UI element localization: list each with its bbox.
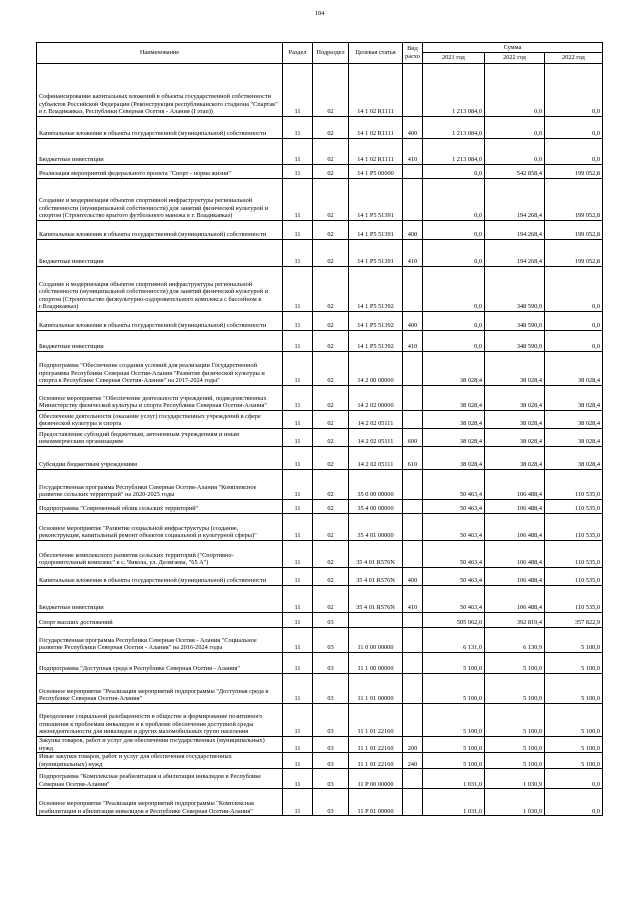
header-year-2022b: 2022 год (545, 53, 603, 64)
cell-amount-2022: 6 130,9 (485, 628, 545, 653)
cell-target: 14 2 02 05111 (349, 447, 403, 470)
table-row (37, 411, 603, 429)
cell-amount-2022b: 0,0 (545, 139, 603, 165)
cell-section: 11 (283, 500, 313, 514)
cell-amount-2022: 0,0 (485, 117, 545, 139)
cell-section: 11 (283, 789, 313, 816)
cell-amount-2022: 1 030,9 (485, 789, 545, 816)
table-row (37, 165, 603, 179)
table-row (37, 267, 603, 312)
cell-target: 35 4 00 00000 (349, 500, 403, 514)
cell-amount-2022: 194 268,4 (485, 179, 545, 221)
cell-amount-2021: 38 028,4 (423, 447, 485, 470)
cell-subsection: 02 (313, 411, 349, 429)
cell-amount-2022: 1 030,9 (485, 769, 545, 789)
cell-subsection: 03 (313, 737, 349, 753)
cell-amount-2022b: 5 100,0 (545, 704, 603, 737)
cell-amount-2022: 5 100,0 (485, 704, 545, 737)
cell-name: Бюджетные инвестиции (37, 139, 283, 165)
cell-target: 11 1 01 22160 (349, 737, 403, 753)
cell-amount-2022: 0,0 (485, 139, 545, 165)
cell-subsection: 02 (313, 240, 349, 267)
cell-section: 11 (283, 704, 313, 737)
cell-expense-type (403, 674, 423, 704)
cell-subsection: 03 (313, 613, 349, 628)
cell-subsection: 02 (313, 165, 349, 179)
cell-amount-2022: 106 488,4 (485, 500, 545, 514)
cell-amount-2021: 1 031,0 (423, 769, 485, 789)
table-row (37, 586, 603, 613)
cell-expense-type (403, 769, 423, 789)
table-row (37, 386, 603, 411)
cell-name: Реализация мероприятий федерального проекта "Спорт - норма жизни" (37, 165, 283, 179)
table-row (37, 653, 603, 674)
cell-amount-2022b: 199 052,8 (545, 240, 603, 267)
cell-amount-2021: 5 100,0 (423, 753, 485, 769)
cell-amount-2022: 0,0 (485, 64, 545, 117)
cell-amount-2021: 50 463,4 (423, 514, 485, 541)
cell-section: 11 (283, 628, 313, 653)
cell-target: 14 1 02 R1111 (349, 139, 403, 165)
cell-target: 14 1 02 R1111 (349, 117, 403, 139)
cell-target: 35 4 01 R576N (349, 541, 403, 568)
budget-table (36, 42, 603, 816)
table-row (37, 753, 603, 769)
cell-section: 11 (283, 386, 313, 411)
table-row (37, 331, 603, 352)
page-number: 194 (314, 10, 325, 17)
cell-amount-2022b: 199 052,8 (545, 165, 603, 179)
header-target: Целевая статья (349, 43, 403, 64)
header-subsection: Подраздел (313, 43, 349, 64)
cell-amount-2021: 1 213 084,0 (423, 117, 485, 139)
cell-section: 11 (283, 753, 313, 769)
cell-expense-type: 200 (403, 737, 423, 753)
cell-expense-type: 410 (403, 240, 423, 267)
cell-section: 11 (283, 613, 313, 628)
cell-amount-2022b: 5 100,0 (545, 737, 603, 753)
cell-expense-type (403, 267, 423, 312)
cell-subsection: 02 (313, 568, 349, 586)
cell-subsection: 03 (313, 628, 349, 653)
cell-section: 11 (283, 541, 313, 568)
cell-amount-2021: 505 062,0 (423, 613, 485, 628)
cell-amount-2022: 38 028,4 (485, 352, 545, 386)
cell-name: Создание и модернизация объектов спортивной инфраструктуры региональной собственности (муниципальной собственности) для занятий физической культурой и спортом (Строительство физкультурно-оздоровительного комплекса с бассейном в г.Владикавказ) (37, 267, 283, 312)
cell-amount-2022b: 199 052,8 (545, 221, 603, 240)
cell-amount-2022: 106 488,4 (485, 568, 545, 586)
header-sum: Сумма (423, 43, 603, 53)
cell-name: Капитальные вложения в объекты государственной (муниципальной) собственности (37, 568, 283, 586)
cell-subsection: 03 (313, 769, 349, 789)
table-row (37, 312, 603, 331)
cell-expense-type (403, 541, 423, 568)
cell-amount-2021: 50 463,4 (423, 500, 485, 514)
cell-subsection: 02 (313, 139, 349, 165)
cell-target (349, 613, 403, 628)
cell-name: Капитальные вложения в объекты государственной (муниципальной) собственности (37, 312, 283, 331)
cell-target: 35 4 01 R576N (349, 568, 403, 586)
cell-amount-2022b: 0,0 (545, 789, 603, 816)
cell-amount-2022: 38 028,4 (485, 429, 545, 447)
cell-subsection: 02 (313, 470, 349, 500)
cell-expense-type (403, 179, 423, 221)
cell-amount-2022: 348 590,0 (485, 331, 545, 352)
cell-expense-type: 410 (403, 139, 423, 165)
cell-amount-2021: 0,0 (423, 267, 485, 312)
cell-section: 11 (283, 117, 313, 139)
cell-name: Подпрограмма "Современный облик сельских территорий" (37, 500, 283, 514)
cell-target: 14 1 P5 00000 (349, 165, 403, 179)
cell-amount-2022b: 0,0 (545, 117, 603, 139)
cell-name: Подпрограмма "Доступная среда в Республике Северная Осетия - Алания" (37, 653, 283, 674)
cell-subsection: 02 (313, 221, 349, 240)
cell-amount-2022b: 5 100,0 (545, 628, 603, 653)
cell-subsection: 02 (313, 586, 349, 613)
cell-amount-2022b: 110 535,0 (545, 470, 603, 500)
cell-expense-type (403, 411, 423, 429)
cell-amount-2021: 50 463,4 (423, 541, 485, 568)
cell-section: 11 (283, 447, 313, 470)
cell-name: Софинансирование капитальных вложений в объекты государственной собственности субъектов Российской Федерации (Реконструкция республиканского стадиона "Спартак" в г. Владикавказ, Республики Северная Осетия - Алания (I этап)) (37, 64, 283, 117)
cell-amount-2021: 38 028,4 (423, 386, 485, 411)
cell-expense-type: 600 (403, 429, 423, 447)
cell-target: 11 P 00 00000 (349, 769, 403, 789)
cell-subsection: 02 (313, 267, 349, 312)
cell-expense-type: 400 (403, 221, 423, 240)
cell-section: 11 (283, 139, 313, 165)
cell-amount-2021: 5 100,0 (423, 674, 485, 704)
cell-subsection: 03 (313, 674, 349, 704)
cell-target: 14 1 P5 51391 (349, 179, 403, 221)
cell-subsection: 02 (313, 352, 349, 386)
cell-amount-2022b: 0,0 (545, 312, 603, 331)
cell-section: 11 (283, 64, 313, 117)
cell-amount-2022: 38 028,4 (485, 386, 545, 411)
cell-name: Подпрограмма "Комплексная реабилитация и абилитация инвалидов в Республике Северная Осетия-Алания" (37, 769, 283, 789)
header-year-2022: 2022 год (485, 53, 545, 64)
cell-expense-type (403, 500, 423, 514)
cell-amount-2022: 5 100,0 (485, 653, 545, 674)
cell-target: 35 0 00 00000 (349, 470, 403, 500)
cell-amount-2021: 5 100,0 (423, 737, 485, 753)
cell-expense-type (403, 613, 423, 628)
cell-target: 14 1 P5 51392 (349, 267, 403, 312)
cell-name: Обеспечение деятельности (оказание услуг) государственных учреждений в сфере физической культуры и спорта (37, 411, 283, 429)
cell-subsection: 02 (313, 514, 349, 541)
cell-amount-2021: 0,0 (423, 240, 485, 267)
cell-section: 11 (283, 674, 313, 704)
cell-expense-type: 410 (403, 331, 423, 352)
cell-expense-type (403, 628, 423, 653)
table-row (37, 769, 603, 789)
cell-amount-2022b: 38 028,4 (545, 352, 603, 386)
header-section: Раздел (283, 43, 313, 64)
cell-target: 11 0 00 00000 (349, 628, 403, 653)
cell-subsection: 03 (313, 789, 349, 816)
cell-amount-2022: 348 590,0 (485, 267, 545, 312)
cell-subsection: 02 (313, 117, 349, 139)
cell-amount-2022b: 38 028,4 (545, 386, 603, 411)
cell-section: 11 (283, 653, 313, 674)
cell-amount-2021: 5 100,0 (423, 704, 485, 737)
cell-subsection: 02 (313, 331, 349, 352)
cell-name: Основное мероприятие "Обеспечение деятельности учреждений, подведомственных Министерству физической культуры и спорта Республики Северная Осетия-Алания" (37, 386, 283, 411)
cell-amount-2021: 0,0 (423, 331, 485, 352)
cell-target: 14 1 02 R1111 (349, 64, 403, 117)
cell-target: 11 1 01 22160 (349, 753, 403, 769)
table-row (37, 613, 603, 628)
table-row (37, 447, 603, 470)
table-row (37, 117, 603, 139)
cell-amount-2022: 194 268,4 (485, 240, 545, 267)
cell-name: Закупка товаров, работ и услуг для обеспечения государственных (муниципальных) нужд (37, 737, 283, 753)
cell-name: Бюджетные инвестиции (37, 240, 283, 267)
cell-amount-2022: 38 028,4 (485, 411, 545, 429)
cell-amount-2022: 542 858,4 (485, 165, 545, 179)
cell-amount-2022: 5 100,0 (485, 737, 545, 753)
cell-subsection: 02 (313, 386, 349, 411)
cell-section: 11 (283, 470, 313, 500)
cell-amount-2022: 38 028,4 (485, 447, 545, 470)
cell-expense-type (403, 386, 423, 411)
cell-subsection: 02 (313, 500, 349, 514)
cell-amount-2022: 392 819,4 (485, 613, 545, 628)
cell-name: Бюджетные инвестиции (37, 331, 283, 352)
cell-amount-2022b: 38 028,4 (545, 429, 603, 447)
cell-amount-2022b: 0,0 (545, 331, 603, 352)
cell-target: 14 1 P5 51391 (349, 221, 403, 240)
cell-name: Иные закупки товаров, работ и услуг для обеспечения государственных (муниципальных) нужд (37, 753, 283, 769)
table-row (37, 674, 603, 704)
table-row (37, 568, 603, 586)
cell-target: 35 4 01 R576N (349, 586, 403, 613)
cell-subsection: 02 (313, 179, 349, 221)
table-row (37, 541, 603, 568)
cell-section: 11 (283, 411, 313, 429)
table-row (37, 628, 603, 653)
cell-target: 14 2 02 05111 (349, 411, 403, 429)
cell-section: 11 (283, 514, 313, 541)
cell-target: 11 P 01 00000 (349, 789, 403, 816)
cell-amount-2021: 0,0 (423, 165, 485, 179)
cell-subsection: 02 (313, 64, 349, 117)
cell-expense-type (403, 653, 423, 674)
cell-name: Основное мероприятие "Реализация мероприятий подпрограммы "Комплексная реабилитация и абилитация инвалидов в Республике Северная Осетия-Алания" (37, 789, 283, 816)
cell-amount-2022: 106 488,4 (485, 586, 545, 613)
cell-name: Государственная программа Республики Северная Осетия-Алания "Комплексное развитие сельских территорий" на 2020-2025 годы (37, 470, 283, 500)
cell-name: Капитальные вложения в объекты государственной (муниципальной) собственности (37, 117, 283, 139)
cell-subsection: 02 (313, 312, 349, 331)
cell-amount-2021: 5 100,0 (423, 653, 485, 674)
cell-name: Капитальные вложения в объекты государственной (муниципальной) собственности (37, 221, 283, 240)
cell-section: 11 (283, 221, 313, 240)
cell-subsection: 02 (313, 429, 349, 447)
cell-expense-type: 400 (403, 568, 423, 586)
cell-amount-2022b: 5 100,0 (545, 674, 603, 704)
table-row (37, 139, 603, 165)
cell-target: 14 2 02 05111 (349, 429, 403, 447)
cell-amount-2022b: 0,0 (545, 64, 603, 117)
table-row (37, 704, 603, 737)
cell-amount-2021: 0,0 (423, 221, 485, 240)
cell-name: Государственная программа Республики Северная Осетия - Алания "Социальное развитие Республики Северная Осетия - Алания" на 2016-2024 годы (37, 628, 283, 653)
cell-target: 14 1 P5 51392 (349, 331, 403, 352)
cell-section: 11 (283, 312, 313, 331)
cell-amount-2021: 38 028,4 (423, 352, 485, 386)
cell-expense-type: 400 (403, 117, 423, 139)
cell-amount-2021: 1 213 084,0 (423, 139, 485, 165)
cell-section: 11 (283, 429, 313, 447)
cell-amount-2022b: 357 822,9 (545, 613, 603, 628)
cell-amount-2021: 1 031,0 (423, 789, 485, 816)
cell-amount-2022: 106 488,4 (485, 514, 545, 541)
cell-expense-type (403, 514, 423, 541)
cell-target: 14 2 02 00000 (349, 386, 403, 411)
cell-amount-2021: 50 463,4 (423, 586, 485, 613)
cell-amount-2021: 38 028,4 (423, 429, 485, 447)
cell-expense-type: 400 (403, 312, 423, 331)
table-row (37, 514, 603, 541)
cell-subsection: 03 (313, 704, 349, 737)
table-row (37, 221, 603, 240)
cell-section: 11 (283, 568, 313, 586)
cell-section: 11 (283, 352, 313, 386)
cell-name: Бюджетные инвестиции (37, 586, 283, 613)
table-row (37, 500, 603, 514)
cell-name: Основное мероприятие "Развитие социальной инфраструктуры (создание, реконструкция, капитальный ремонт объектов социальной и культурной сферы)" (37, 514, 283, 541)
cell-target: 14 1 P5 51391 (349, 240, 403, 267)
cell-name: Обеспечение комплексного развития сельских территорий ("Спортивно-оздоровительный комплекс" в с. Чикола, ул. Делягаева, "65 А") (37, 541, 283, 568)
cell-amount-2022b: 199 052,8 (545, 179, 603, 221)
table-row (37, 352, 603, 386)
cell-section: 11 (283, 737, 313, 753)
cell-expense-type (403, 789, 423, 816)
cell-amount-2022: 5 100,0 (485, 674, 545, 704)
table-row (37, 470, 603, 500)
cell-expense-type: 610 (403, 447, 423, 470)
cell-amount-2022b: 110 535,0 (545, 586, 603, 613)
cell-name: Предоставление субсидий бюджетным, автономным учреждениям и иным некоммерческим организациям (37, 429, 283, 447)
cell-expense-type: 240 (403, 753, 423, 769)
cell-amount-2021: 6 131,0 (423, 628, 485, 653)
cell-subsection: 03 (313, 753, 349, 769)
cell-name: Субсидии бюджетным учреждениям (37, 447, 283, 470)
cell-section: 11 (283, 267, 313, 312)
cell-amount-2022: 194 268,4 (485, 221, 545, 240)
cell-expense-type (403, 470, 423, 500)
cell-subsection: 03 (313, 653, 349, 674)
cell-target: 14 1 P5 51392 (349, 312, 403, 331)
cell-section: 11 (283, 240, 313, 267)
cell-amount-2022b: 0,0 (545, 769, 603, 789)
cell-subsection: 02 (313, 541, 349, 568)
cell-subsection: 02 (313, 447, 349, 470)
table-row (37, 789, 603, 816)
table-row (37, 64, 603, 117)
cell-amount-2021: 38 028,4 (423, 411, 485, 429)
cell-name: Преодоление социальной разобщенности в обществе и формирование позитивного отношения к проблемам инвалидов и к проблеме обеспечения доступной среды жизнедеятельности для инвалидов и других маломобильных групп населения (37, 704, 283, 737)
cell-amount-2021: 0,0 (423, 312, 485, 331)
cell-target: 14 2 00 00000 (349, 352, 403, 386)
cell-name: Создание и модернизация объектов спортивной инфраструктуры региональной собственности (муниципальной собственности) для занятий физической культурой и спортом (Строительство крытого футбольного манежа в г. Владикавказ) (37, 179, 283, 221)
cell-amount-2022b: 110 535,0 (545, 500, 603, 514)
cell-amount-2022b: 38 028,4 (545, 447, 603, 470)
cell-name: Подпрограмма "Обеспечение создания условий для реализации Государственной программы Республики Северная Осетия-Алания "Развитие физической культуры и спорта в Республике Северная Осетия-Алания" на 2017-2024 годы" (37, 352, 283, 386)
cell-amount-2022b: 0,0 (545, 267, 603, 312)
table-row (37, 240, 603, 267)
cell-amount-2021: 1 213 084,0 (423, 64, 485, 117)
cell-amount-2021: 50 463,4 (423, 470, 485, 500)
cell-section: 11 (283, 179, 313, 221)
cell-expense-type: 410 (403, 586, 423, 613)
cell-expense-type (403, 352, 423, 386)
cell-amount-2022b: 5 100,0 (545, 753, 603, 769)
cell-amount-2021: 50 463,4 (423, 568, 485, 586)
cell-amount-2022b: 110 535,0 (545, 514, 603, 541)
cell-expense-type (403, 64, 423, 117)
cell-amount-2022b: 5 100,0 (545, 653, 603, 674)
cell-section: 11 (283, 769, 313, 789)
cell-target: 11 1 01 22160 (349, 704, 403, 737)
cell-expense-type (403, 704, 423, 737)
cell-section: 11 (283, 331, 313, 352)
cell-target: 11 1 01 00000 (349, 674, 403, 704)
cell-target: 11 1 00 00000 (349, 653, 403, 674)
cell-amount-2021: 0,0 (423, 179, 485, 221)
cell-expense-type (403, 165, 423, 179)
header-year-2021: 2021 год (423, 53, 485, 64)
cell-amount-2022b: 38 028,4 (545, 411, 603, 429)
table-row (37, 737, 603, 753)
header-expense-type: Вид расхо (403, 43, 423, 64)
cell-section: 11 (283, 586, 313, 613)
cell-amount-2022b: 110 535,0 (545, 541, 603, 568)
table-row (37, 429, 603, 447)
cell-amount-2022b: 110 535,0 (545, 568, 603, 586)
table-row (37, 179, 603, 221)
cell-amount-2022: 106 488,4 (485, 541, 545, 568)
header-name: Наименование (37, 43, 283, 64)
cell-target: 35 4 01 00000 (349, 514, 403, 541)
cell-section: 11 (283, 165, 313, 179)
cell-amount-2022: 106 488,4 (485, 470, 545, 500)
cell-amount-2022: 5 100,0 (485, 753, 545, 769)
cell-amount-2022: 348 590,0 (485, 312, 545, 331)
cell-name: Основное мероприятие "Реализация мероприятий подпрограммы "Доступная среда в Республике Северная Осетия-Алания" (37, 674, 283, 704)
cell-name: Спорт высших достижений (37, 613, 283, 628)
